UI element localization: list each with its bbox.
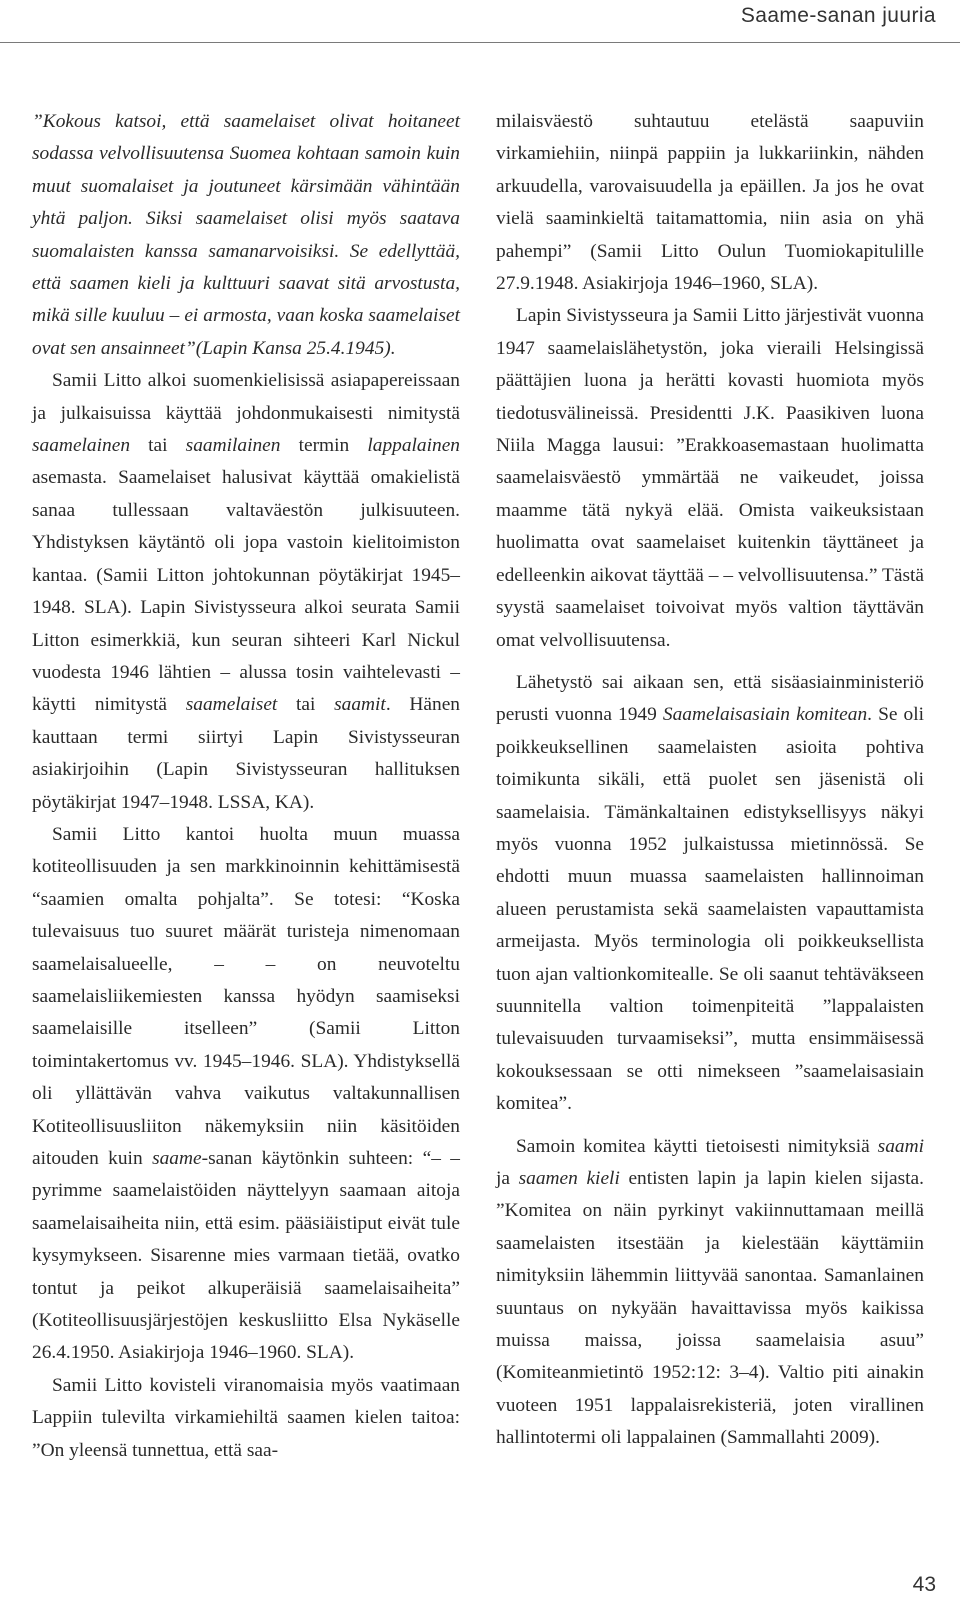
emphasis: saamen kieli (518, 1168, 620, 1189)
text-run: termin (280, 435, 368, 457)
emphasis: Saamelaisasiain komitean (662, 704, 868, 726)
quote-paragraph: ”Kokous katsoi, että saamelaiset olivat hoitaneet sodassa velvollisuutensa Suomea kohtaan samoin kuin muut suomalaiset ja joutuneet kärsimään vähintään yhtä paljon. Siksi saamelaiset olisi myös saatava suomalaisten kanssa samanarvoisiksi. Se edellyttää, että saamen kieli ja kulttuuri saavat sitä arvostusta, mikä sille kuuluu – ei armosta, vaan koska saamelaiset ovat sen ansainneet”(Lapin Kansa 25.4.1945). (32, 111, 460, 359)
paragraph-handicraft (32, 819, 460, 1370)
emphasis: lappalainen (367, 435, 460, 457)
text-run: Lähetystö sai aikaan sen, että sisäasiainministeriö perusti vuonna 1949 (496, 671, 924, 726)
running-head: Saame-sanan juuria (740, 4, 936, 27)
paragraph-delegation: Lapin Sivistysseura ja Samii Litto järjestivät vuonna 1947 saamelaislähetystön, joka vieraili Helsingissä päättäjien luona ja herätti kovasti huomiota myös tiedotusvälineissä. Presidentti J.K. Paasikiven luona Niila Magga lausui: ”Erakkoasemastaan huolimatta saamelaisväestö ymmärtää ne vaikeudet, joissa maamme tätä nykyä elää. Omista vaikeuksistaan huolimatta ovat saamelaiset kuitenkin täyttäneet ja edelleenkin aikovat täyttää – – velvollisuutensa.” Tästä syystä saamelaiset toivoivat myös valtion täyttävän omat velvollisuutensa. (496, 305, 924, 651)
paragraph-terminology (496, 1131, 924, 1455)
emphasis: saamilainen (185, 435, 281, 457)
text-run: . Se oli poikkeuksellinen saamelaisten asioita pohtiva toimikunta sikäli, että puolet sen jäsenistä oli saamelaisia. Tämänkaltainen edistyksellisyys näkyi myös vuonna 1952 julkaistussa mietinnössä. Se ehdotti muun muassa saamelaisten hallinnoiman alueen perustamista sekä saamelaisten vapauttamista armeijasta. Myös terminologia oli poikkeuksellista tuon ajan valtionkomitealle. Se oli saanut tehtäväkseen suunnitella valtion toimenpiteitä ”lappalaisten tulevaisuuden turvaamiseksi”, mutta ensimmäisessä kokouksessaan se otti nimekseen ”saamelaisasiain komitea”. (496, 704, 925, 1115)
text-run: tai (277, 694, 335, 716)
right-column (496, 106, 924, 1455)
text-run: Samii Litto alkoi suomenkielisissä asiapapereissaan ja julkaisuissa käyttää johdonmukaisesti nimitystä (32, 370, 460, 424)
emphasis: saame (152, 1148, 202, 1169)
emphasis: saamit (334, 694, 386, 716)
text-run: -sanan käytönkin suhteen: “– – pyrimme saamelaistöiden näyttelyyn saamaan aitoja saamelaisaiheita niin, että esim. pääsiäistiput eivät tule kysymykseen. Sisarenne mies varmaan tietää, ovatko tontut ja peikot alkuperäisiä saamelaisaiheita” (Kotiteollisuusjärjestöjen keskusliitto Elsa Nykäselle 26.4.1950. Asiakirjoja 1946–1960. SLA). (32, 1148, 460, 1364)
paragraph-officials: Samii Litto kovisteli viranomaisia myös vaatimaan Lappiin tulevilta virkamiehiltä saamen kielen taitoa: ”On yleensä tunnettua, että saa- (32, 1374, 460, 1461)
text-run: Samii Litto kantoi huolta muun muassa kotiteollisuuden ja sen markkinoinnin kehittämisestä “saamien omalta pohjalta”. Se totesi: “Koska tulevaisuus tuo suuret määrät turisteja nimenomaan saamelaisalueelle, – – on neuvoteltu saamelaisliikemiesten kanssa hyödyn saamiseksi saamelaisille itselleen” (Samii Litton toimintakertomus vv. 1945–1946. SLA). Yhdistyksellä oli yllättävän vahva vaikutus valtakunnallisen Kotiteollisuusliiton näkemyksiin niin käsitöiden aitouden kuin (32, 823, 460, 1169)
emphasis: saamelainen (32, 435, 131, 457)
emphasis: saami (877, 1135, 924, 1157)
text-run: tai (130, 435, 186, 457)
text-run: Samoin komitea käytti tietoisesti nimityksiä (516, 1135, 878, 1157)
text-run: . Hänen kauttaan termi siirtyi Lapin Sivistysseuran asiakirjoihin (Lapin Sivistysseuran hallituksen pöytäkirjat 1947–1948. LSSA, KA). (32, 694, 460, 813)
paragraph-committee (496, 667, 924, 1121)
text-run: entisten lapin ja lapin kielen sijasta. ”Komitea on näin pyrkinyt vakiinnuttamaan meillä saamelaisten itsestään ja kielestään käyttämiin nimityksiin lähemmin liittyvää sanontaa. Samanlainen suuntaus on nykyään havaittavissa myös kaikissa muissa maissa, joissa saamelaisia asuu” (Komiteanmietintö 1952:12: 3–4). Valtio piti ainakin vuoteen 1951 lappalaisrekisteriä, joten virallinen hallintotermi oli lappalainen (Sammallahti 2009). (496, 1168, 925, 1449)
paragraph-samii-terminology (32, 365, 460, 819)
left-column (32, 106, 460, 1467)
paragraph-continuation: milaisväestö suhtautuu etelästä saapuviin virkamiehiin, niinpä pappiin ja lukkariinkin, nähden arkuudella, varovaisuudella ja epäillen. Ja jos he ovat vielä saaminkieltä taitamattomia, niin asia on yhä pahempi” (Samii Litto Oulun Tuomiokapitulille 27.9.1948. Asiakirjoja 1946–1960, SLA). (496, 111, 924, 295)
emphasis: saamelaiset (185, 694, 278, 716)
text-run: asemasta. Saamelaiset halusivat käyttää omakielistä sanaa tullessaan valtaväestön julkisuuteen. Yhdistyksen käytäntö oli jopa vastoin kielitoimiston kantaa. (Samii Litton johtokunnan pöytäkirjat 1945–1948. SLA). Lapin Sivistysseura alkoi seurata Samii Litton esimerkkiä, kun seuran sihteeri Karl Nickul vuodesta 1946 lähtien – alussa tosin vaihtelevasti – käytti nimitystä (32, 467, 460, 716)
page-number: 43 (912, 1573, 936, 1596)
header-rule (0, 42, 960, 43)
text-run: ja (496, 1168, 519, 1189)
